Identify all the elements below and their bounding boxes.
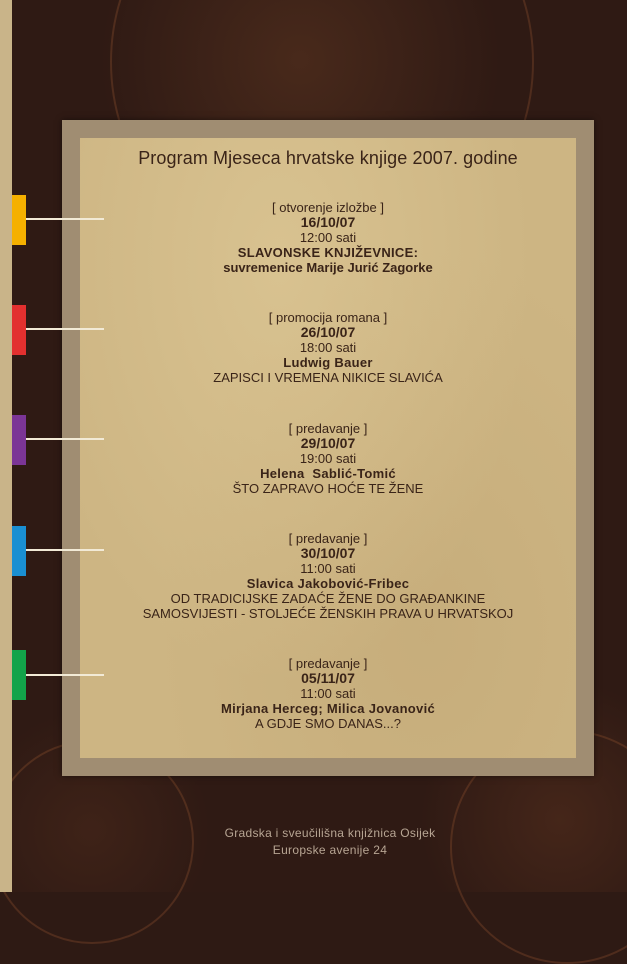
event-date: 05/11/07 [301, 670, 355, 686]
event-author: Helena Sablić-Tomić [260, 466, 396, 481]
tab-marker-2 [12, 305, 26, 355]
event-date: 16/10/07 [300, 214, 356, 230]
event-author: Mirjana Herceg; Milica Jovanović [220, 701, 436, 716]
event-2 [90, 310, 566, 385]
event-subject: A GDJE SMO DANAS...? [255, 716, 401, 731]
event-subject-line-1: OD TRADICIJSKE ZADAĆE ŽENE DO GRAĐANKINE [170, 591, 486, 606]
event-date: 30/10/07 [300, 545, 356, 561]
tab-marker-5 [12, 650, 26, 700]
event-author: Ludwig Bauer [283, 355, 373, 370]
event-date: 29/10/07 [300, 435, 356, 451]
program-title: Program Mjeseca hrvatske knjige 2007. godine [138, 148, 518, 168]
event-time: 19:00 sati [299, 451, 357, 466]
event-date: 26/10/07 [300, 324, 356, 340]
event-time: 11:00 sati [300, 686, 356, 701]
event-heading: SLAVONSKE KNJIŽEVNICE: [237, 245, 419, 260]
tab-marker-1 [12, 195, 26, 245]
event-type: [ predavanje ] [288, 656, 368, 671]
library-name: Gradska i sveučilišna knjižnica Osijek [224, 826, 436, 840]
event-time: 11:00 sati [300, 561, 356, 576]
library-address: Europske avenije 24 [272, 843, 388, 857]
event-type: [ promocija romana ] [268, 310, 388, 325]
event-subject: ŠTO ZAPRAVO HOĆE TE ŽENE [232, 481, 424, 496]
tab-marker-3 [12, 415, 26, 465]
tab-marker-4 [12, 526, 26, 576]
event-author: Slavica Jakobović-Fribec [246, 576, 410, 591]
event-3 [90, 421, 566, 496]
event-type: [ otvorenje izložbe ] [271, 200, 384, 215]
event-type: [ predavanje ] [288, 421, 368, 436]
event-1 [90, 200, 566, 275]
left-page-edge [0, 0, 12, 892]
event-type: [ predavanje ] [288, 531, 368, 546]
event-subject: ZAPISCI I VREMENA NIKICE SLAVIĆA [213, 370, 443, 385]
event-time: 18:00 sati [299, 340, 357, 355]
event-subtitle: suvremenice Marije Jurić Zagorke [223, 260, 433, 275]
event-5 [90, 656, 566, 731]
event-4 [90, 531, 566, 621]
event-subject-line-2: SAMOSVIJESTI - STOLJEĆE ŽENSKIH PRAVA U HRVATSKOJ [142, 606, 514, 621]
event-time: 12:00 sati [299, 230, 357, 245]
